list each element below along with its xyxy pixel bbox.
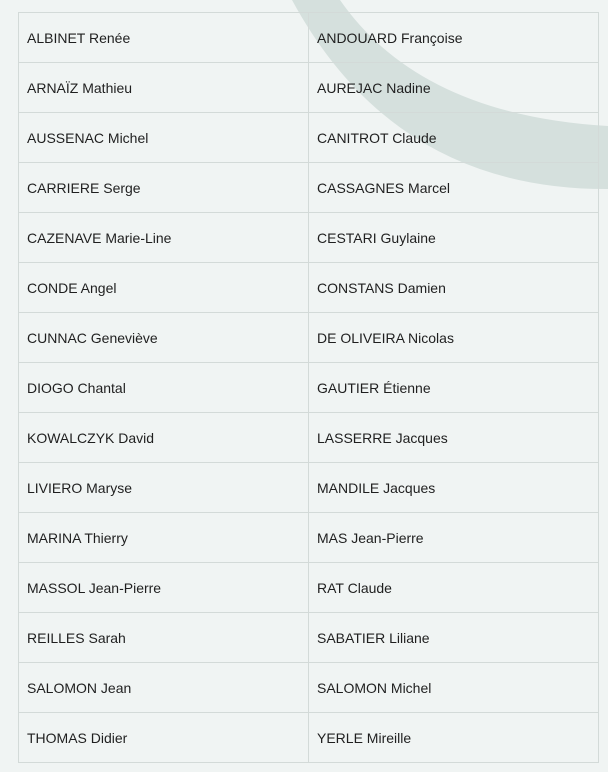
table-row [19, 213, 599, 263]
table-row [19, 513, 599, 563]
table-row [19, 713, 599, 763]
name-cell-right: YERLE Mireille [309, 713, 599, 763]
name-cell-right: RAT Claude [309, 563, 599, 613]
name-cell-left: MARINA Thierry [19, 513, 309, 563]
name-cell-right: DE OLIVEIRA Nicolas [309, 313, 599, 363]
name-cell-left: SALOMON Jean [19, 663, 309, 713]
table-row [19, 563, 599, 613]
table-row [19, 663, 599, 713]
table-row [19, 263, 599, 313]
table-row [19, 413, 599, 463]
name-cell-right: MANDILE Jacques [309, 463, 599, 513]
name-cell-left: AUSSENAC Michel [19, 113, 309, 163]
name-cell-right: CASSAGNES Marcel [309, 163, 599, 213]
name-cell-left: KOWALCZYK David [19, 413, 309, 463]
name-cell-right: SALOMON Michel [309, 663, 599, 713]
name-cell-right: LASSERRE Jacques [309, 413, 599, 463]
name-cell-right: CANITROT Claude [309, 113, 599, 163]
name-cell-left: REILLES Sarah [19, 613, 309, 663]
name-cell-right: SABATIER Liliane [309, 613, 599, 663]
name-cell-left: CAZENAVE Marie-Line [19, 213, 309, 263]
name-cell-right: ANDOUARD Françoise [309, 13, 599, 63]
table-row [19, 163, 599, 213]
table-row [19, 613, 599, 663]
table-row [19, 13, 599, 63]
name-cell-left: CONDE Angel [19, 263, 309, 313]
names-table-body [19, 13, 599, 763]
name-cell-left: CUNNAC Geneviève [19, 313, 309, 363]
table-row [19, 113, 599, 163]
name-cell-left: DIOGO Chantal [19, 363, 309, 413]
name-cell-right: AUREJAC Nadine [309, 63, 599, 113]
name-cell-right: GAUTIER Étienne [309, 363, 599, 413]
table-row [19, 463, 599, 513]
name-cell-left: CARRIERE Serge [19, 163, 309, 213]
name-cell-left: MASSOL Jean-Pierre [19, 563, 309, 613]
names-table [18, 12, 599, 763]
name-cell-left: ARNAÏZ Mathieu [19, 63, 309, 113]
name-cell-right: CESTARI Guylaine [309, 213, 599, 263]
name-cell-left: ALBINET Renée [19, 13, 309, 63]
table-row [19, 63, 599, 113]
name-cell-right: CONSTANS Damien [309, 263, 599, 313]
name-cell-left: THOMAS Didier [19, 713, 309, 763]
table-row [19, 363, 599, 413]
name-cell-right: MAS Jean-Pierre [309, 513, 599, 563]
table-row [19, 313, 599, 363]
name-cell-left: LIVIERO Maryse [19, 463, 309, 513]
